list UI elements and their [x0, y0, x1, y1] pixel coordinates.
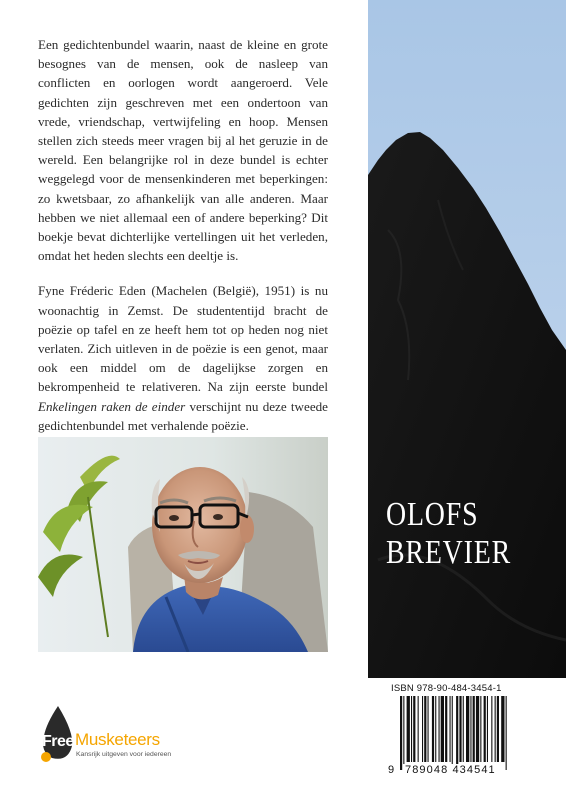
isbn-label: ISBN 978-90-484-3454-1 — [391, 683, 502, 694]
barcode-bar — [506, 696, 507, 770]
barcode-bar — [400, 696, 402, 770]
barcode-bar — [495, 696, 496, 762]
barcode-bar — [445, 696, 447, 762]
barcode-bar — [480, 696, 481, 762]
barcode-digits: 789048 434541 — [405, 764, 496, 776]
barcode-bar — [403, 696, 404, 770]
barcode-bar — [424, 696, 426, 762]
logo-word-musketeers: Musketeers — [75, 730, 160, 749]
logo-word-free: Free — [42, 733, 74, 750]
barcode-bar — [411, 696, 412, 762]
barcode-digit-first: 9 — [388, 764, 395, 776]
blurb-paragraph-2 — [38, 281, 328, 435]
barcode-bar — [473, 696, 475, 762]
bio-text-end: verschijnt nu deze tweede gedichtenbundel met verhalende poëzie. — [38, 398, 328, 433]
barcode-bar — [456, 696, 458, 770]
barcode-bars — [388, 696, 560, 774]
cover-image — [368, 0, 566, 678]
barcode-bar — [441, 696, 444, 762]
barcode-bar — [484, 696, 486, 762]
blurb-paragraph-1: Een gedichtenbundel waarin, naast de kleine en grote besognes van de mensen, ook de nasleep van conflicten en oorlogen wordt aangeroerd. Vele gedichten zijn geschreven met een ondertoon van vrede, vriendschap, vertwijfeling en hoop. Mensen stellen zich steeds meer vragen bij al het geruzie in de wereld. Een belangrijke rol in deze bundel is echter weggelegd voor de mensenkinderen met beperkingen: zo kwetsbaar, zo afhankelijk van alle anderen. Maar hebben we niet allemaal een of andere beperking? Dit boekje bevat dichterlijke vertellingen uit het verleden, omdat het heden slechts een deeltje is. — [38, 37, 328, 264]
isbn-barcode — [388, 680, 560, 792]
barcode-bar — [470, 696, 471, 762]
barcode-bar — [452, 696, 453, 770]
publisher-logo — [38, 706, 198, 768]
barcode-bar — [487, 696, 488, 762]
publisher-tagline: Kansrijk uitgeven voor iedereen — [76, 751, 172, 758]
barcode-bar — [491, 696, 492, 762]
barcode-bar — [428, 696, 429, 762]
barcode-bar — [476, 696, 479, 762]
barcode-bar — [435, 696, 436, 762]
barcode-bar — [407, 696, 410, 762]
blurb-text — [38, 35, 328, 451]
previous-book-title: Enkelingen raken de einder — [38, 398, 186, 414]
barcode-bar — [459, 696, 461, 762]
barcode-bar — [466, 696, 469, 762]
barcode-bar — [450, 696, 451, 762]
author-photo — [38, 437, 328, 652]
cover-title-line-2: BREVIER — [386, 534, 512, 571]
barcode-bar — [463, 696, 464, 762]
cover-title-line-1: OLOFS — [386, 496, 479, 533]
barcode-bar — [413, 696, 415, 762]
barcode-bar — [497, 696, 499, 762]
barcode-bar — [439, 696, 440, 762]
barcode-bar — [501, 696, 504, 762]
barcode-bar — [418, 696, 419, 762]
bio-text-start: Fyne Fréderic Eden (Machelen (België), 1951) is nu woonachtig in Zemst. De studententijd bracht de poëzie op tafel en ze heeft hem tot op heden nog niet verlaten. Zich uitleven in de poëzie is een genot, maar ook een middel om de dagelijkse zorgen en bekrompenheid te relativeren. Na zijn eerste bundel — [38, 283, 328, 395]
cover-title — [386, 496, 511, 572]
barcode-bar — [422, 696, 423, 762]
barcode-bar — [432, 696, 434, 762]
